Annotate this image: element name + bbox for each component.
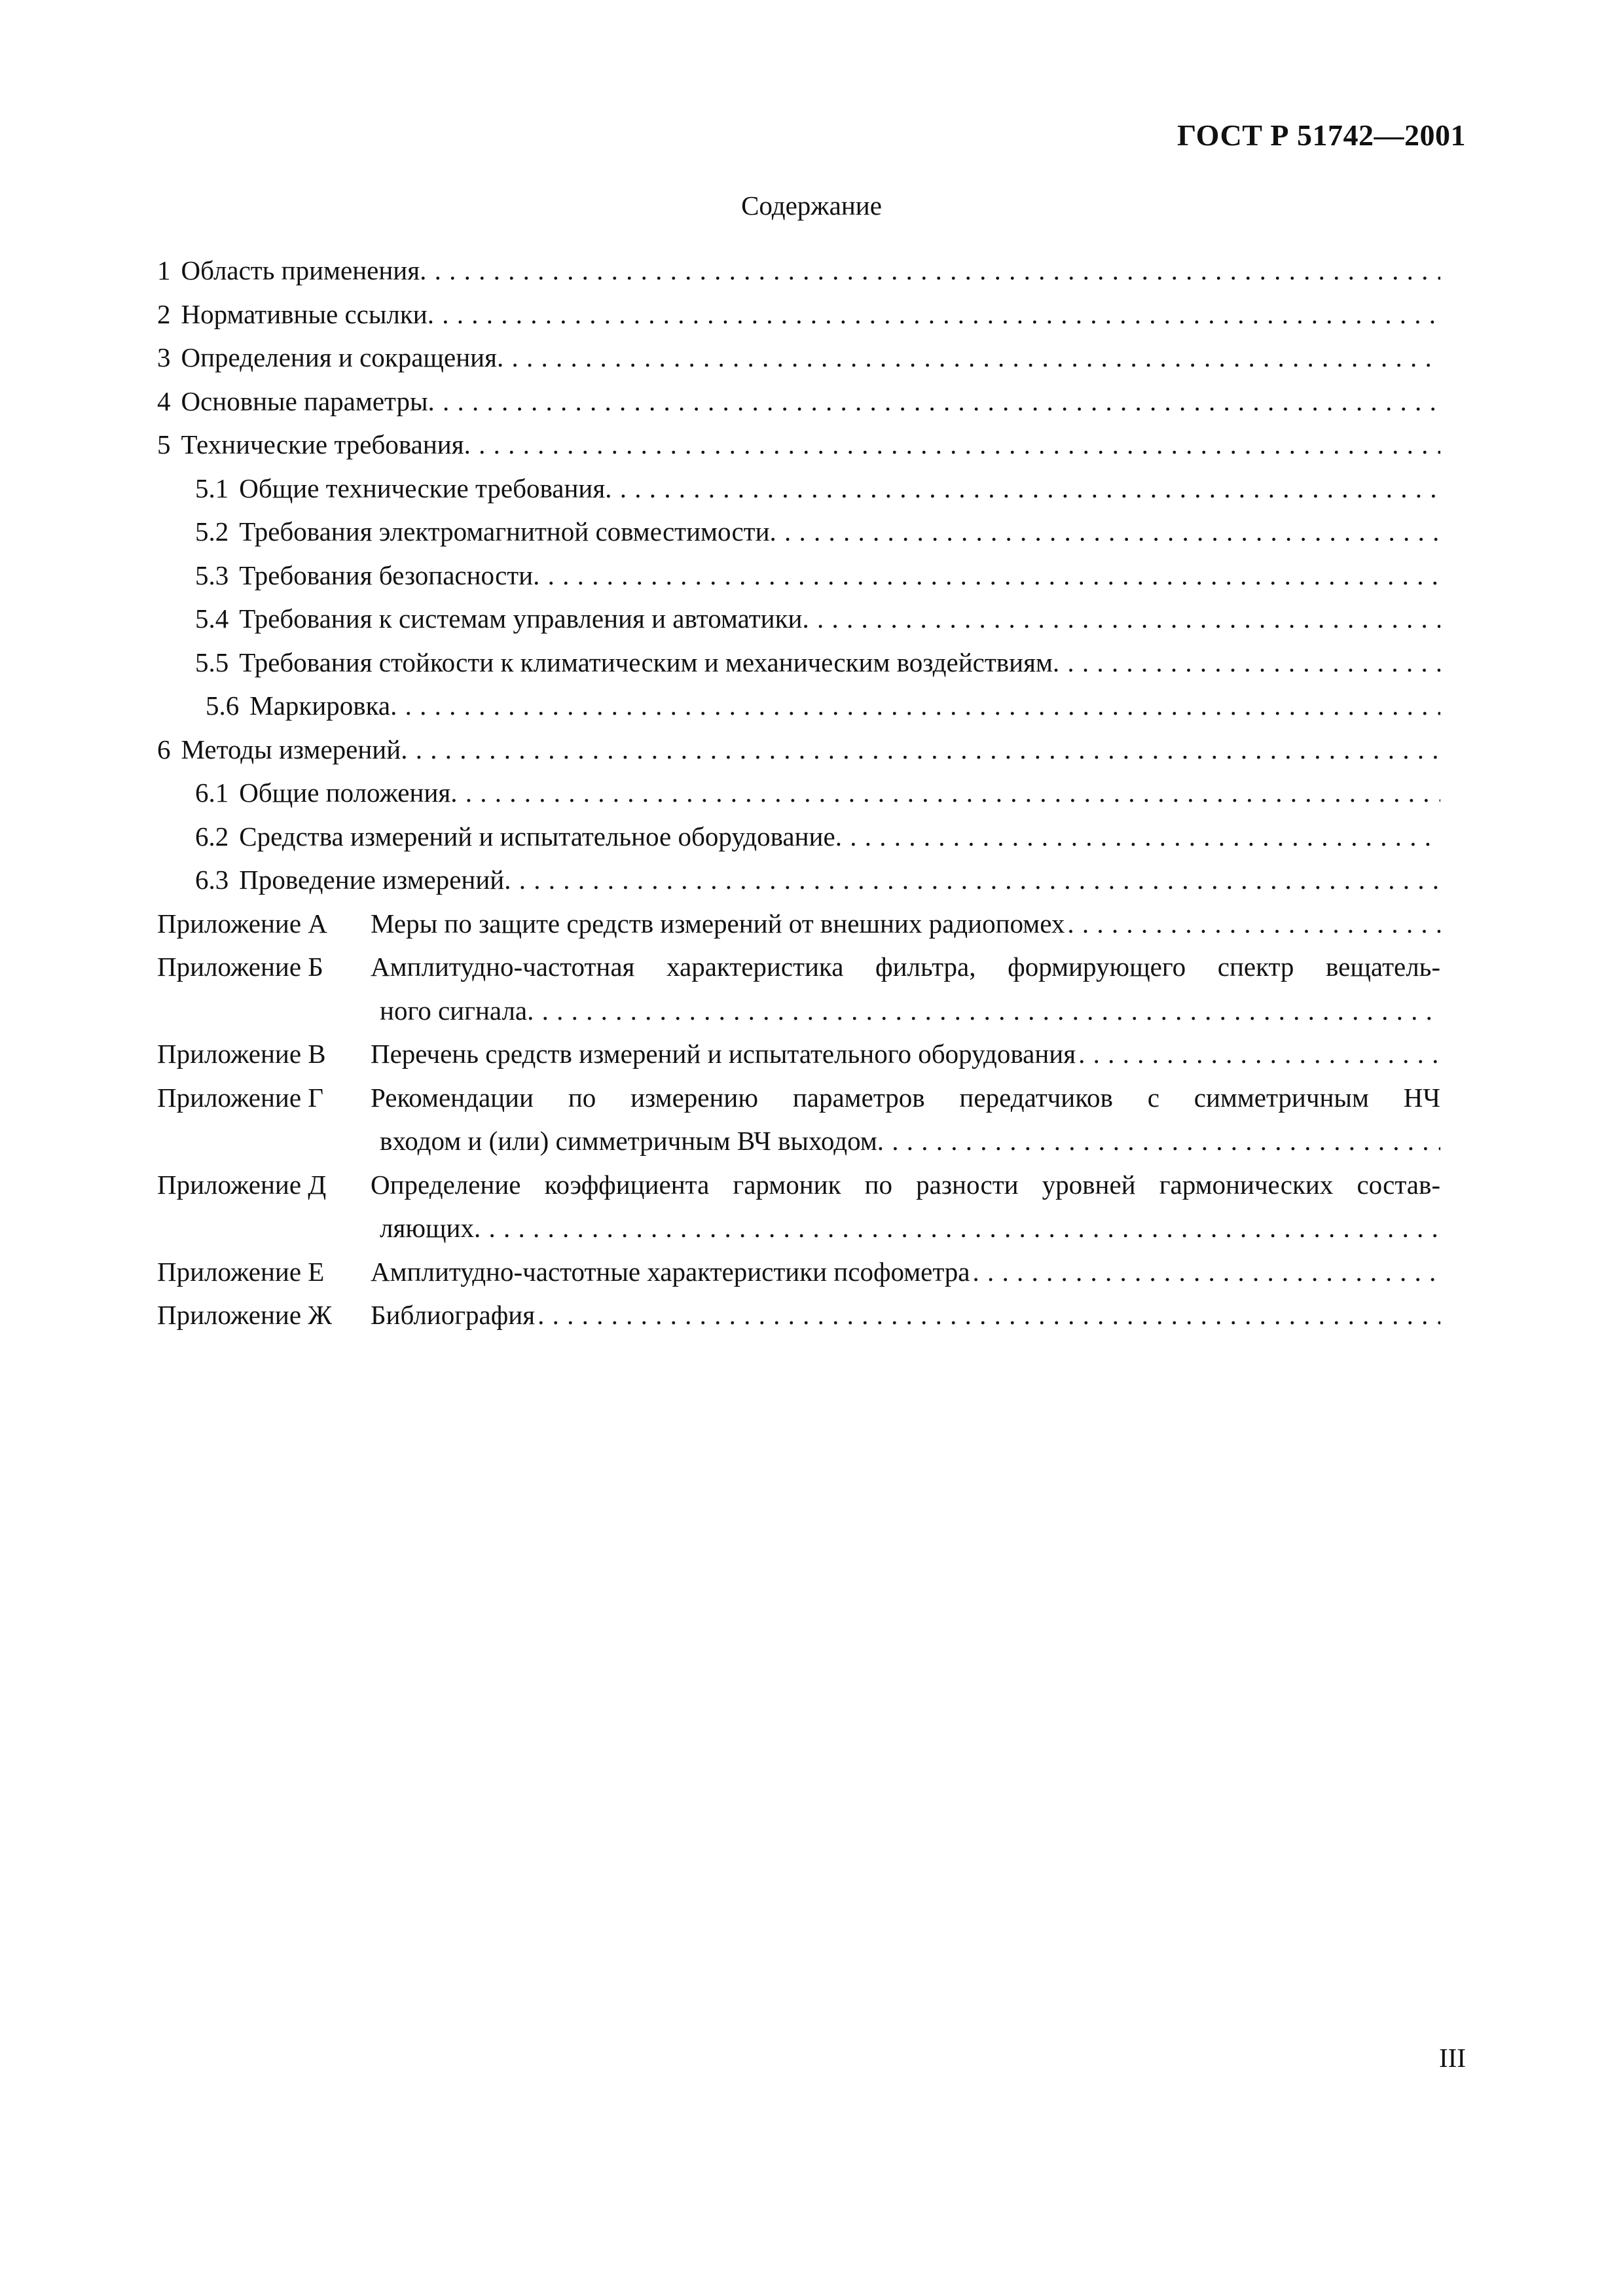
appendix-label: Приложение Б [157,952,323,982]
toc-entry-number: 5.4 [195,603,229,634]
toc-entry [157,423,1440,467]
appendix-label: Приложение Ж [157,1300,333,1330]
appendix-title: Определение коэффициента гармоник по разности уровней гармонических состав- [371,1169,1440,1200]
appendix-entry [157,1032,1440,1076]
dot-leader [428,380,1441,423]
toc-subentry [157,554,1440,598]
toc-entry-number: 4 [157,386,171,416]
appendix-title: Рекомендации по измерению параметров передатчиков с симметричным НЧ [371,1082,1440,1113]
toc-entry-title: Основные параметры [181,386,428,416]
toc-entry-number: 3 [157,342,171,372]
dot-leader [1053,641,1440,685]
appendix-title-continued: входом и (или) симметричным ВЧ выходом [380,1126,877,1156]
dot-leader [504,858,1440,902]
toc-entry-title: Требования безопасности [239,560,534,590]
toc-subentry [157,771,1440,815]
dot-leader [770,510,1440,554]
toc-entry-title: Требования стойкости к климатическим и механическим воздействиям [239,647,1053,677]
toc-subentry [157,684,1440,728]
toc-subentry [157,597,1440,641]
toc-entry-title: Нормативные ссылки [181,298,428,329]
toc-entry-number: 5.6 [206,691,240,721]
appendix-label: Приложение Е [157,1256,325,1287]
toc-subentry [157,815,1440,859]
appendix-title: Перечень средств измерений и испытательного оборудования [371,1039,1076,1069]
toc-entry [157,380,1440,423]
toc-entry-title: Проведение измерений [239,865,505,895]
toc-entry [157,249,1440,293]
appendix-entry [157,1293,1440,1337]
appendix-label: Приложение В [157,1039,326,1069]
dot-leader [497,336,1440,380]
toc-entry-number: 6.3 [195,865,229,895]
appendix-entry [157,902,1440,946]
document-code: ГОСТ Р 51742—2001 [1177,118,1466,152]
dot-leader [1067,902,1440,946]
dot-leader [533,554,1440,598]
appendix-title-continued: ного сигнала [380,995,528,1026]
appendix-title: Библиография [371,1300,536,1330]
toc-entry [157,336,1440,380]
toc-entry-number: 5.5 [195,647,229,677]
toc-entry-number: 5.2 [195,516,229,547]
dot-leader [973,1250,1441,1294]
appendix-entry [157,945,1440,1032]
toc-subentry [157,641,1440,685]
appendix-label: Приложение А [157,908,327,939]
dot-leader [605,467,1440,511]
toc-entry-number: 6 [157,734,171,764]
appendix-label: Приложение Г [157,1082,324,1113]
appendix-label: Приложение Д [157,1169,327,1200]
appendix-entry [157,1076,1440,1163]
dot-leader [527,989,1440,1033]
dot-leader [428,293,1440,336]
appendix-title: Амплитудно-частотная характеристика фильтра, формирующего спектр вещатель- [371,952,1440,982]
appendix-entry [157,1250,1440,1294]
appendix-title: Амплитудно-частотные характеристики псофометра [371,1256,970,1287]
appendix-entry [157,1163,1440,1250]
toc-entry-title: Общие технические требования [239,473,606,503]
dot-leader [538,1293,1440,1337]
toc-title: Содержание [741,190,882,221]
dot-leader [401,728,1440,772]
dot-leader [450,771,1440,815]
dot-leader [1078,1032,1440,1076]
toc-entry-title: Требования электромагнитной совместимости [239,516,770,547]
toc-entry-title: Определения и сокращения [181,342,497,372]
toc-entry-title: Маркировка [249,691,391,721]
toc-entry-title: Требования к системам управления и автоматики [239,603,803,634]
dot-leader [474,1206,1440,1250]
appendix-title-continued: ляющих [380,1213,474,1243]
toc-entry [157,293,1440,336]
toc-entry-title: Технические требования [181,429,464,459]
toc-entry-number: 2 [157,298,171,329]
toc-entry-number: 1 [157,255,171,285]
toc-entry-title: Средства измерений и испытательное оборудование [239,821,835,852]
toc-subentry [157,510,1440,554]
dot-leader [802,597,1440,641]
page-number: III [1439,2043,1466,2073]
dot-leader [877,1119,1440,1163]
toc-entry-number: 6.1 [195,778,229,808]
dot-leader [464,423,1440,467]
dot-leader [420,249,1440,293]
toc-entry-number: 5.3 [195,560,229,590]
toc-entry-title: Общие положения [239,778,451,808]
toc-entry-number: 6.2 [195,821,229,852]
toc-subentry [157,467,1440,511]
appendix-title: Меры по защите средств измерений от внешних радиопомех [371,908,1065,939]
toc-subentry [157,858,1440,902]
toc-entry-number: 5 [157,429,171,459]
toc-entry-title: Область применения [181,255,420,285]
dot-leader [835,815,1440,859]
toc-entry [157,728,1440,772]
toc-entry-title: Методы измерений [181,734,401,764]
dot-leader [390,684,1440,728]
table-of-contents [157,249,1440,1337]
toc-entry-number: 5.1 [195,473,229,503]
